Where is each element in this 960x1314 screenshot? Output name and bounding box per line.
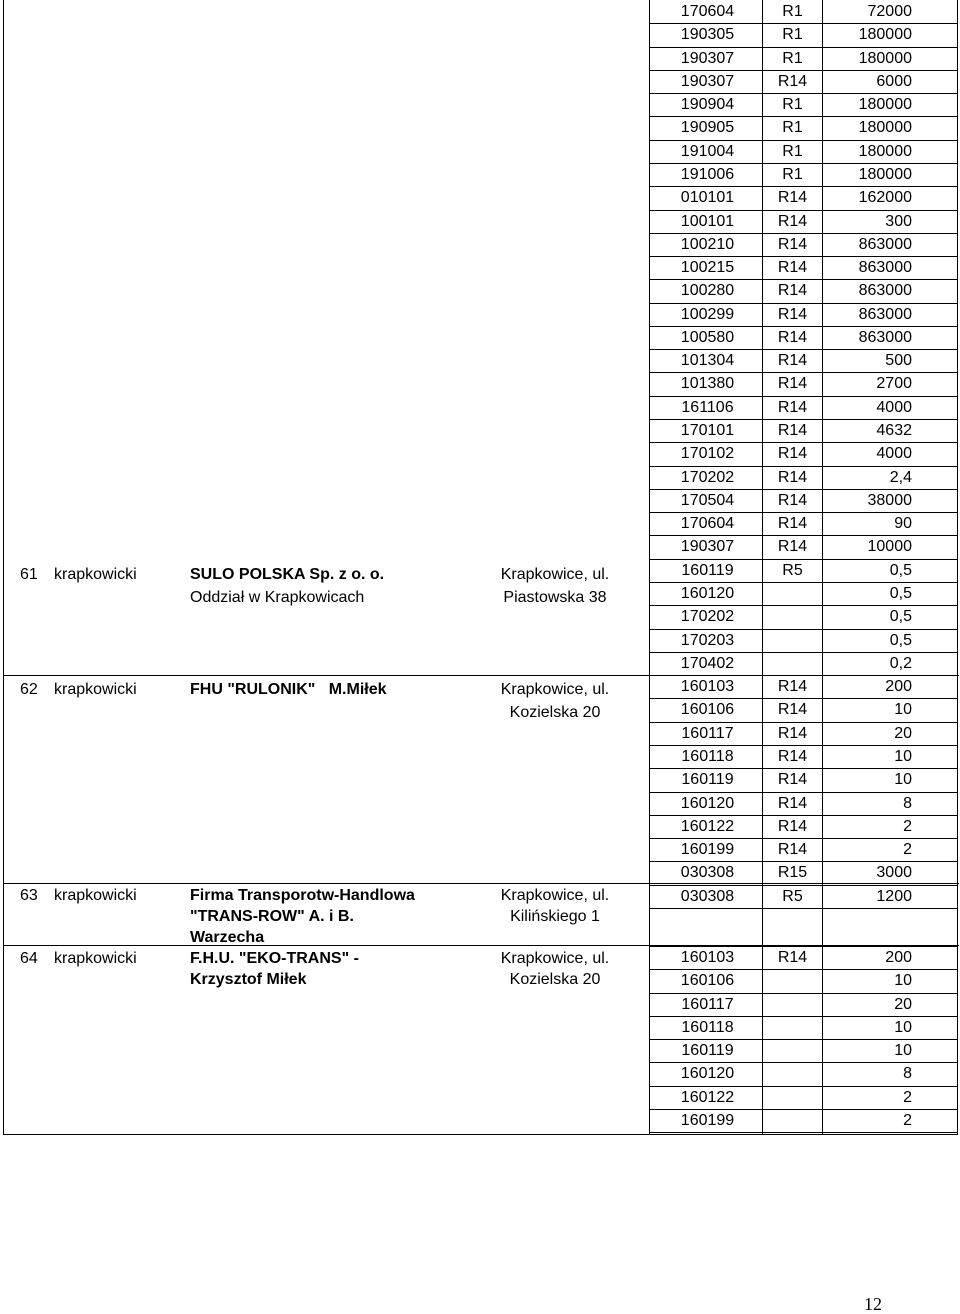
quantity-cell: 10 [894,1042,912,1060]
waste-code-cell: 100210 [680,235,735,253]
quantity-cell: 180000 [858,49,912,67]
waste-code-cell: 010101 [680,189,735,207]
waste-code-cell: 161106 [681,398,734,416]
quantity-cell: 2 [903,817,912,835]
table-left-border [3,0,4,1135]
process-code-cell: R14 [777,282,808,300]
waste-code-cell: 160117 [681,995,734,1013]
waste-code-cell: 190905 [680,119,735,137]
entry-address-line2: Kilińskiego 1 [510,908,600,925]
code-column-left-border [649,0,650,1135]
row-gridline [649,326,958,327]
waste-code-cell: 160122 [680,817,735,835]
process-code-cell: R14 [777,794,808,812]
waste-code-cell: 170604 [680,515,735,533]
waste-code-cell: 160199 [680,1111,735,1129]
quantity-cell: 2 [903,1088,912,1106]
row-gridline [649,512,958,513]
quantity-cell: 38000 [867,491,912,509]
entry-number: 64 [20,950,38,967]
waste-code-cell: 170504 [680,491,735,509]
qty-column-right-border [957,0,958,1135]
quantity-cell: 4000 [876,398,912,416]
process-code-cell: R14 [777,212,808,230]
entry-address-line1: Krapkowice, ul. [500,887,610,904]
process-code-cell: R14 [777,841,808,859]
process-code-cell: R14 [777,538,808,556]
quantity-cell: 10 [894,701,912,719]
row-gridline [649,629,958,630]
entry-name-line2: Krzysztof Miłek [190,971,307,988]
waste-code-cell: 160117 [681,724,734,742]
waste-code-cell: 170102 [680,445,735,463]
waste-code-cell: 160119 [681,1042,734,1060]
quantity-cell: 10 [894,771,912,789]
row-gridline [649,163,958,164]
quantity-cell: 863000 [858,235,912,253]
process-code-cell: R1 [782,3,803,20]
waste-code-cell: 101304 [680,352,735,370]
quantity-cell: 0,5 [889,608,912,626]
quantity-cell: 10 [894,747,912,765]
quantity-cell: 10 [894,972,912,990]
row-gridline [649,1109,958,1110]
row-gridline [649,489,958,490]
row-gridline [649,419,958,420]
entry-address-line1: Krapkowice, ul. [500,681,610,698]
quantity-cell: 1200 [876,887,912,905]
process-code-cell: R14 [777,949,808,966]
waste-code-cell: 170604 [680,3,735,20]
waste-code-cell: 170203 [680,631,735,649]
waste-code-cell: 191004 [680,142,735,160]
row-gridline [649,838,958,839]
waste-code-cell: 160106 [680,701,735,719]
process-code-cell: R1 [782,142,803,160]
row-gridline [649,466,958,467]
quantity-cell: 863000 [858,282,912,300]
quantity-cell: 0,5 [889,585,912,602]
row-gridline [649,675,958,676]
row-gridline [649,698,958,699]
row-gridline [649,1039,958,1040]
row-gridline [649,116,958,117]
waste-code-cell: 190305 [680,26,735,44]
row-gridline [649,815,958,816]
waste-code-cell: 160103 [680,678,735,696]
process-code-cell: R14 [777,817,808,835]
waste-code-cell: 100580 [680,328,735,346]
entry-name-line1: Firma Transporotw-Handlowa [190,887,415,904]
entry-district: krapkowicki [54,950,137,967]
process-code-cell: R14 [777,724,808,742]
process-code-cell: R1 [782,26,803,44]
row-gridline [649,47,958,48]
quantity-cell: 8 [903,1065,912,1083]
waste-code-cell: 160122 [680,1088,735,1106]
waste-code-cell: 160120 [680,794,735,812]
waste-code-cell: 190904 [680,96,735,114]
row-gridline [649,279,958,280]
entry-number: 61 [20,566,38,583]
waste-code-cell: 160118 [681,1018,734,1036]
row-gridline [649,1132,958,1133]
quantity-cell: 863000 [858,305,912,323]
row-gridline [649,303,958,304]
row-gridline [649,885,958,886]
waste-code-cell: 160119 [681,561,734,579]
waste-code-cell: 100280 [680,282,735,300]
process-code-cell: R14 [777,422,808,440]
waste-code-cell: 100215 [680,259,735,277]
waste-code-cell: 100299 [680,305,735,323]
process-code-cell: R14 [777,352,808,370]
quantity-cell: 500 [885,352,912,370]
quantity-cell: 863000 [858,259,912,277]
quantity-cell: 0,2 [889,654,912,672]
row-gridline [649,70,958,71]
quantity-cell: 180000 [858,142,912,160]
quantity-cell: 200 [885,678,912,696]
row-gridline [649,372,958,373]
waste-code-cell: 170101 [680,422,735,440]
process-code-cell: R14 [777,375,808,393]
quantity-cell: 180000 [858,96,912,114]
process-code-cell: R14 [777,305,808,323]
waste-code-cell: 190307 [680,538,735,556]
row-gridline [649,442,958,443]
row-gridline [649,946,958,947]
entry-name-line2: Oddział w Krapkowicach [190,589,365,606]
quantity-cell: 863000 [858,328,912,346]
row-gridline [649,745,958,746]
process-code-cell: R14 [777,259,808,277]
waste-code-cell: 160106 [680,972,735,990]
row-gridline [649,582,958,583]
row-gridline [649,792,958,793]
quantity-cell: 162000 [858,189,912,207]
quantity-cell: 2 [903,1111,912,1129]
row-gridline [649,861,958,862]
quantity-cell: 3000 [876,864,912,882]
process-code-cell: R14 [777,72,808,90]
table-bottom-border [3,1134,958,1135]
entry-name-line1: FHU "RULONIK" M.Miłek [190,681,387,698]
quantity-cell: 8 [903,794,912,812]
process-code-cell: R14 [777,771,808,789]
process-code-cell: R5 [782,887,803,905]
row-gridline [649,186,958,187]
process-code-cell: R14 [777,328,808,346]
row-gridline [649,768,958,769]
row-gridline [649,535,958,536]
entry-name-line2: "TRANS-ROW" A. i B. [190,908,354,925]
row-gridline [649,908,958,909]
quantity-cell: 200 [885,949,912,966]
quantity-cell: 6000 [876,72,912,90]
entry-number: 62 [20,681,38,698]
waste-code-cell: 160118 [681,747,734,765]
row-gridline [649,210,958,211]
process-code-cell: R1 [782,165,803,183]
process-code-cell: R14 [777,398,808,416]
row-gridline [649,1086,958,1087]
quantity-cell: 0,5 [889,631,912,649]
quantity-cell: 0,5 [889,561,912,579]
quantity-cell: 300 [885,212,912,230]
row-gridline [649,93,958,94]
entry-name-line1: SULO POLSKA Sp. z o. o. [190,566,385,583]
row-gridline [649,652,958,653]
quantity-cell: 2,4 [889,468,912,486]
process-code-cell: R1 [782,96,803,114]
row-gridline [649,1016,958,1017]
entry-name-line3: Warzecha [190,929,265,946]
entry-address-line2: Piastowska 38 [503,589,607,606]
entry-district: krapkowicki [54,887,137,904]
process-code-cell: R5 [782,561,803,579]
waste-code-cell: 101380 [680,375,735,393]
row-gridline [649,396,958,397]
quantity-cell: 2700 [876,375,912,393]
waste-code-cell: 170202 [680,608,735,626]
process-code-cell: R15 [777,864,808,882]
waste-code-cell: 160103 [680,949,735,966]
waste-code-cell: 100101 [680,212,735,230]
entry-number: 63 [20,887,38,904]
quantity-cell: 72000 [867,3,912,20]
entry-address-line2: Kozielska 20 [509,971,601,988]
waste-code-cell: 030308 [680,864,735,882]
page-number: 12 [864,1294,882,1314]
process-code-cell: R1 [782,49,803,67]
quantity-cell: 20 [894,995,912,1013]
entry-name-line1: F.H.U. "EKO-TRANS" - [190,950,359,967]
row-gridline [649,140,958,141]
waste-code-cell: 160120 [680,1065,735,1083]
quantity-cell: 10 [894,1018,912,1036]
process-code-cell: R14 [777,235,808,253]
waste-code-cell: 160119 [681,771,734,789]
quantity-cell: 20 [894,724,912,742]
process-code-cell: R14 [777,189,808,207]
waste-column-right-border [822,0,823,1135]
quantity-cell: 180000 [858,165,912,183]
waste-code-cell: 170202 [680,468,735,486]
waste-code-cell: 190307 [680,72,735,90]
row-gridline [649,993,958,994]
process-code-cell: R14 [777,491,808,509]
quantity-cell: 90 [894,515,912,533]
waste-code-cell: 030308 [680,887,735,905]
process-code-cell: R14 [777,701,808,719]
process-code-cell: R14 [777,468,808,486]
entry-address-line2: Kozielska 20 [509,704,601,721]
row-gridline [649,349,958,350]
process-code-cell: R14 [777,678,808,696]
row-gridline [649,559,958,560]
quantity-cell: 4632 [876,422,912,440]
waste-code-cell: 160120 [680,585,735,602]
process-code-cell: R1 [782,119,803,137]
quantity-cell: 4000 [876,445,912,463]
entry-address-line1: Krapkowice, ul. [500,566,610,583]
process-code-cell: R14 [777,747,808,765]
row-gridline [649,969,958,970]
quantity-cell: 10000 [867,538,912,556]
row-gridline [649,23,958,24]
quantity-cell: 2 [903,841,912,859]
quantity-cell: 180000 [858,119,912,137]
waste-code-cell: 160199 [680,841,735,859]
row-gridline [649,256,958,257]
entry-district: krapkowicki [54,681,137,698]
row-gridline [649,605,958,606]
entry-address-line1: Krapkowice, ul. [500,950,610,967]
entry-district: krapkowicki [54,566,137,583]
waste-code-cell: 170402 [680,654,735,672]
process-code-cell: R14 [777,515,808,533]
process-code-cell: R14 [777,445,808,463]
waste-code-cell: 191006 [680,165,735,183]
row-gridline [649,233,958,234]
row-gridline [649,722,958,723]
waste-code-cell: 190307 [680,49,735,67]
row-gridline [649,1062,958,1063]
quantity-cell: 180000 [858,26,912,44]
